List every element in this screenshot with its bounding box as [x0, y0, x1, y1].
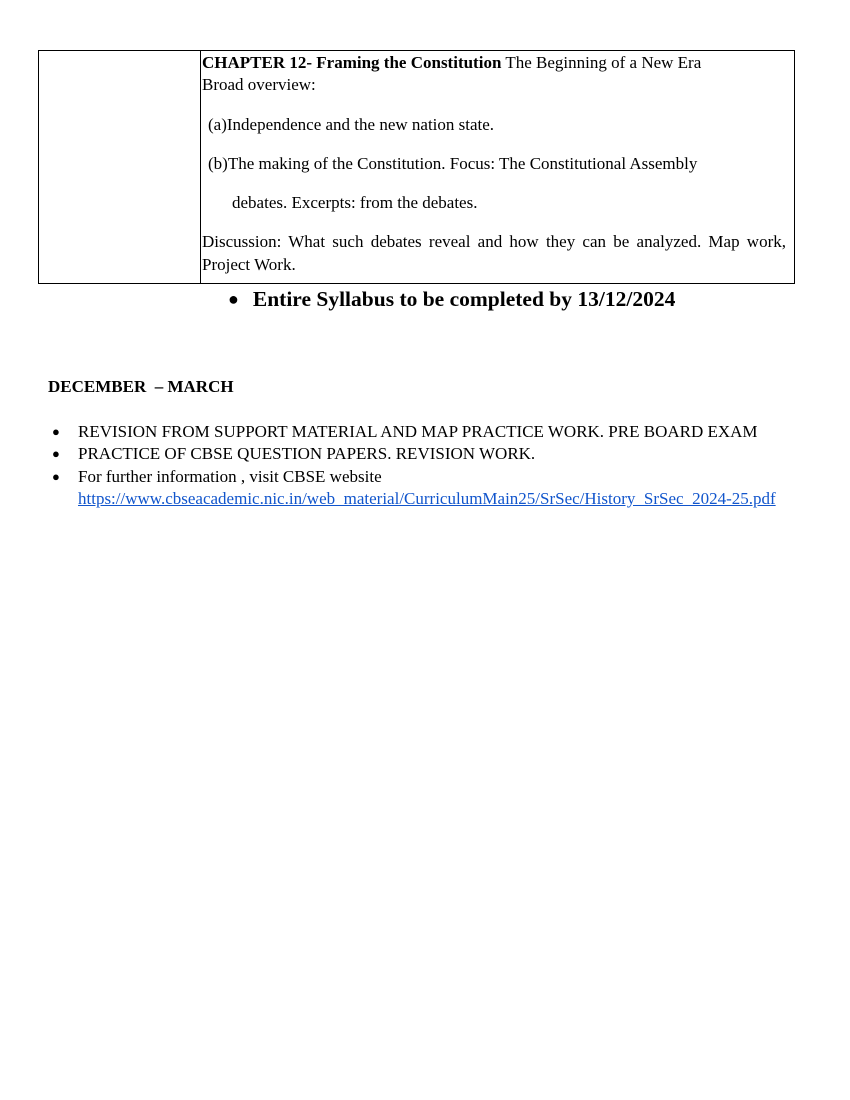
deadline-line: [202, 288, 786, 310]
list-item-text: For further information , visit CBSE website: [78, 466, 382, 486]
chapter-title: CHAPTER 12- Framing the Constitution: [202, 53, 502, 72]
table-right-cell: [201, 51, 794, 312]
list-item-text: PRACTICE OF CBSE QUESTION PAPERS. REVISION WORK.: [78, 444, 536, 464]
syllabus-table: [38, 50, 795, 312]
list-item: [52, 421, 804, 443]
item-text: Independence and the new nation state.: [226, 114, 495, 134]
chapter-subtitle: The Beginning of a New Era: [501, 53, 702, 72]
revision-bullet-list: [52, 421, 804, 510]
bullet-icon: ●: [52, 446, 60, 462]
table-left-cell: [39, 51, 201, 283]
bullet-icon: ●: [228, 289, 239, 310]
deadline-text: Entire Syllabus to be completed by 13/12/2024: [252, 287, 676, 312]
overview-item-a: [202, 114, 786, 136]
list-item: [52, 443, 804, 465]
cbse-website-link[interactable]: https://www.cbseacademic.nic.in/web_material/CurriculumMain25/SrSec/History_SrSec_2024-25.pdf: [78, 488, 776, 508]
chapter-title-line: [202, 52, 786, 74]
list-item-text: REVISION FROM SUPPORT MATERIAL AND MAP PRACTICE WORK. PRE BOARD EXAM: [78, 422, 758, 441]
item-text: The making of the Constitution. Focus: The Constitutional Assembly: [227, 153, 698, 173]
item-marker: (b): [208, 153, 228, 173]
overview-label: Broad overview:: [202, 75, 316, 95]
section-heading: DECEMBER – MARCH: [48, 377, 234, 396]
item-marker: (a): [208, 114, 227, 134]
bullet-icon: ●: [52, 468, 60, 484]
list-item: [52, 466, 804, 511]
discussion-text: Discussion: What such debates reveal and how they can be analyzed. Map work, Project Work.: [202, 232, 786, 274]
overview-item-b-continuation: debates. Excerpts: from the debates.: [232, 193, 478, 213]
list-item-content: [78, 466, 804, 511]
overview-item-b: [202, 153, 786, 175]
bullet-icon: ●: [52, 424, 60, 439]
